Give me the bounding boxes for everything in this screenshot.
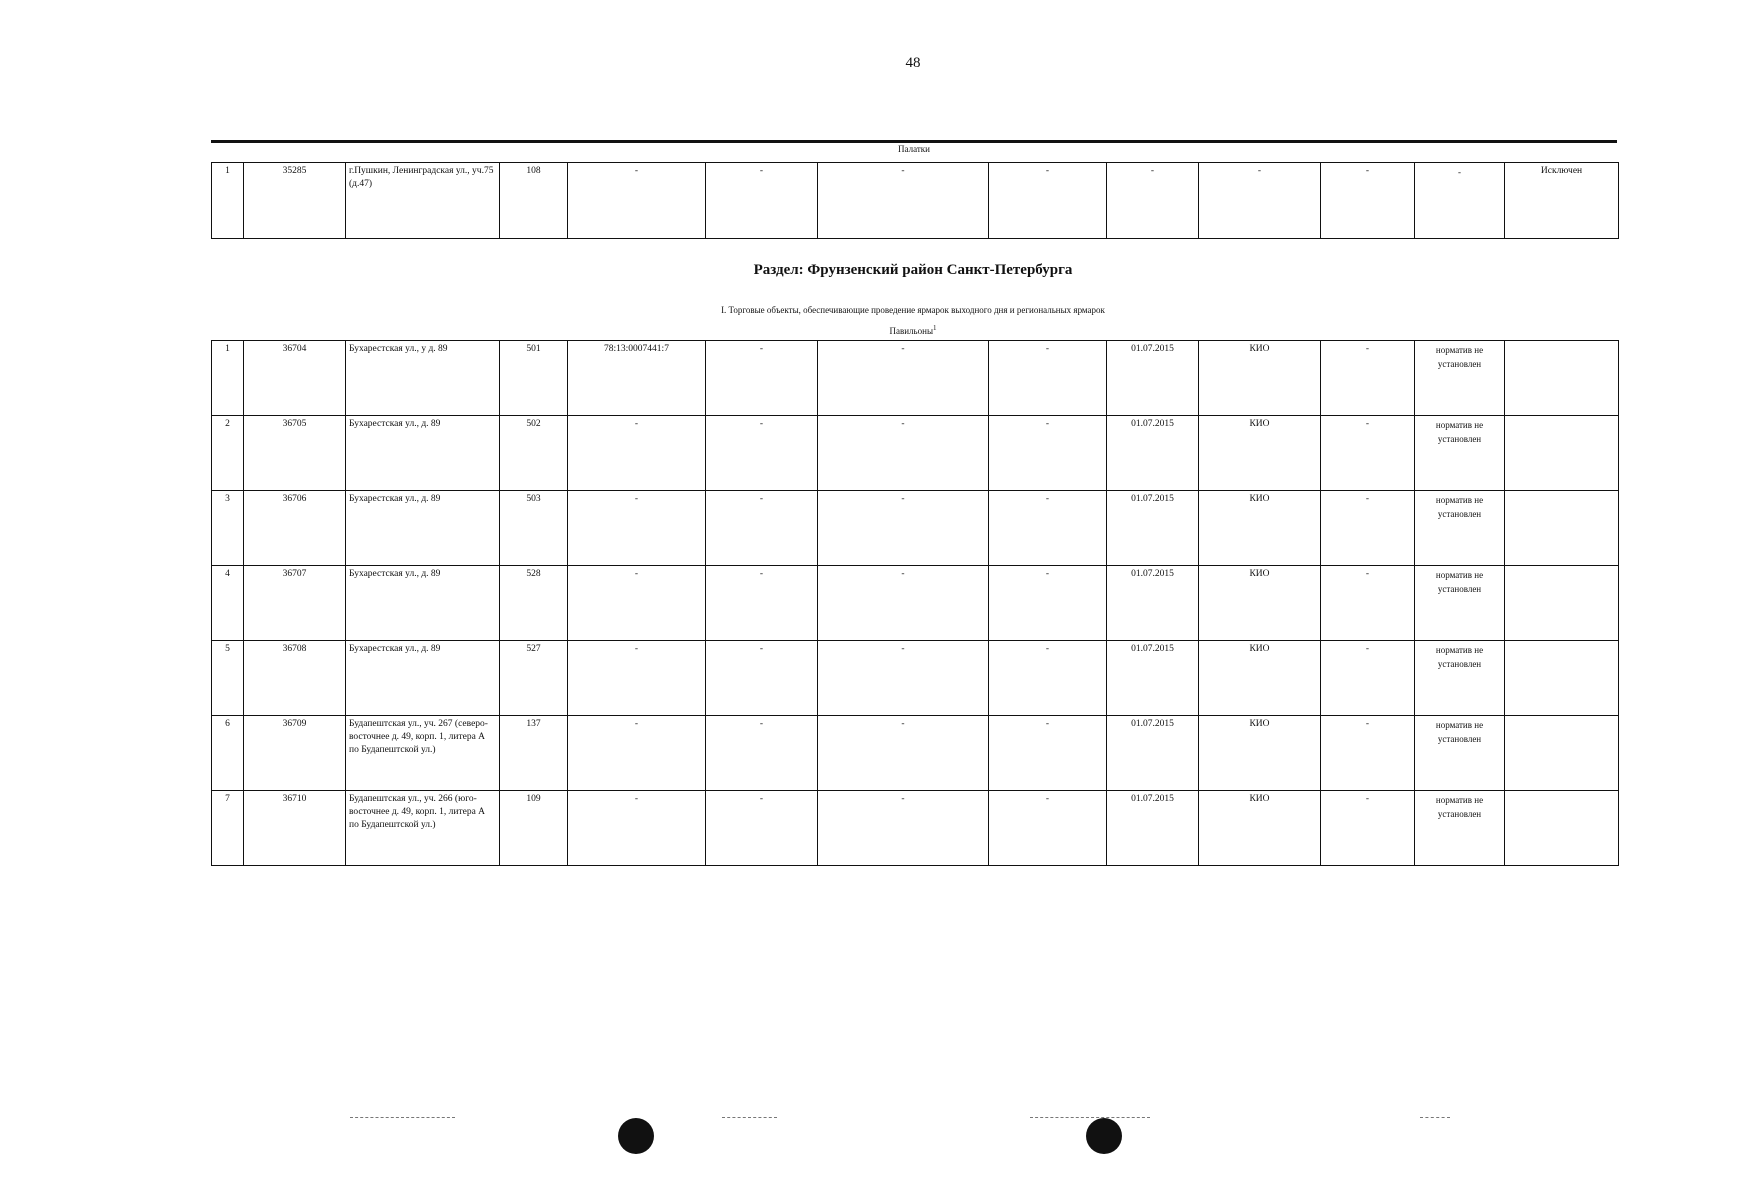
column-7-cell: -: [989, 716, 1107, 791]
address-cell: Бухарестская ул., д. 89: [346, 416, 500, 491]
registry-id-cell: 36706: [244, 491, 346, 566]
column-7-cell: -: [989, 641, 1107, 716]
object-number-cell: 109: [500, 791, 568, 866]
column-5-cell: -: [706, 416, 818, 491]
address-cell: г.Пушкин, Ленинградская ул., уч.75 (д.47): [346, 163, 500, 239]
column-5-cell: -: [706, 716, 818, 791]
pavilions-table: [211, 340, 1619, 866]
pavilions-footnote-mark: 1: [933, 324, 937, 332]
date-cell: 01.07.2015: [1107, 416, 1199, 491]
column-5-cell: -: [706, 566, 818, 641]
object-number-cell: 501: [500, 341, 568, 416]
owner-cell: КИО: [1199, 491, 1321, 566]
row-number-cell: 4: [212, 566, 244, 641]
note-cell: [1505, 641, 1619, 716]
row-number-cell: 1: [212, 163, 244, 239]
top-rule: [211, 140, 1617, 143]
pavilions-label-text: Павильоны: [889, 326, 934, 336]
column-10-cell: -: [1321, 163, 1415, 239]
row-number-cell: 1: [212, 341, 244, 416]
column-10-cell: -: [1321, 791, 1415, 866]
norm-cell: норматив не установлен: [1415, 716, 1505, 791]
registry-id-cell: 36705: [244, 416, 346, 491]
address-cell: Будапештская ул., уч. 266 (юго-восточнее д. 49, корп. 1, литера А по Будапештской ул.): [346, 791, 500, 866]
column-10-cell: -: [1321, 491, 1415, 566]
column-6-cell: -: [818, 341, 989, 416]
column-6-cell: -: [818, 491, 989, 566]
tents-subsection-label: Палатки: [898, 144, 930, 154]
address-cell: Бухарестская ул., у д. 89: [346, 341, 500, 416]
column-5-cell: -: [706, 791, 818, 866]
column-7-cell: -: [989, 791, 1107, 866]
cadastral-number-cell: -: [568, 791, 706, 866]
row-number-cell: 7: [212, 791, 244, 866]
column-6-cell: -: [818, 416, 989, 491]
cadastral-number-cell: -: [568, 566, 706, 641]
date-cell: 01.07.2015: [1107, 491, 1199, 566]
column-10-cell: -: [1321, 566, 1415, 641]
column-7-cell: -: [989, 566, 1107, 641]
address-cell: Бухарестская ул., д. 89: [346, 641, 500, 716]
registry-id-cell: 36710: [244, 791, 346, 866]
subsection-title: I. Торговые объекты, обеспечивающие проведение ярмарок выходного дня и региональных ярмарок: [721, 305, 1105, 315]
owner-cell: КИО: [1199, 791, 1321, 866]
cadastral-number-cell: -: [568, 641, 706, 716]
column-5-cell: -: [706, 341, 818, 416]
owner-cell: КИО: [1199, 716, 1321, 791]
cadastral-number-cell: -: [568, 716, 706, 791]
punch-hole-right: [1086, 1118, 1122, 1154]
object-number-cell: 503: [500, 491, 568, 566]
date-cell: 01.07.2015: [1107, 341, 1199, 416]
column-6-cell: -: [818, 566, 989, 641]
scan-artifact-line: [1030, 1117, 1150, 1118]
address-cell: Бухарестская ул., д. 89: [346, 491, 500, 566]
note-cell: [1505, 341, 1619, 416]
column-10-cell: -: [1321, 416, 1415, 491]
note-cell: [1505, 716, 1619, 791]
column-6-cell: -: [818, 791, 989, 866]
date-cell: 01.07.2015: [1107, 716, 1199, 791]
page-number: 48: [905, 55, 921, 71]
note-cell: [1505, 491, 1619, 566]
object-number-cell: 137: [500, 716, 568, 791]
cadastral-number-cell: 78:13:0007441:7: [568, 341, 706, 416]
date-cell: 01.07.2015: [1107, 791, 1199, 866]
table-row: [212, 641, 1619, 716]
section-title: Раздел: Фрунзенский район Санкт-Петербурга: [753, 262, 1073, 278]
object-number-cell: 528: [500, 566, 568, 641]
column-7-cell: -: [989, 416, 1107, 491]
note-cell: [1505, 566, 1619, 641]
table-row: [212, 416, 1619, 491]
owner-cell: КИО: [1199, 341, 1321, 416]
owner-cell: -: [1199, 163, 1321, 239]
note-cell: Исключен: [1505, 163, 1619, 239]
object-number-cell: 108: [500, 163, 568, 239]
column-10-cell: -: [1321, 641, 1415, 716]
registry-id-cell: 35285: [244, 163, 346, 239]
norm-cell: норматив не установлен: [1415, 341, 1505, 416]
column-10-cell: -: [1321, 716, 1415, 791]
row-number-cell: 5: [212, 641, 244, 716]
cadastral-number-cell: -: [568, 163, 706, 239]
column-6-cell: -: [818, 163, 989, 239]
column-5-cell: -: [706, 641, 818, 716]
norm-cell: норматив не установлен: [1415, 491, 1505, 566]
address-cell: Будапештская ул., уч. 267 (северо-восточнее д. 49, корп. 1, литера А по Будапештской ул.): [346, 716, 500, 791]
norm-cell: норматив не установлен: [1415, 791, 1505, 866]
date-cell: -: [1107, 163, 1199, 239]
cadastral-number-cell: -: [568, 491, 706, 566]
scan-artifact-line: [1420, 1117, 1450, 1118]
pavilions-label: [0, 324, 1740, 336]
date-cell: 01.07.2015: [1107, 566, 1199, 641]
norm-cell: норматив не установлен: [1415, 416, 1505, 491]
scan-artifact-line: [350, 1117, 455, 1118]
column-7-cell: -: [989, 341, 1107, 416]
scan-artifact-line: [722, 1117, 777, 1118]
table-row: [212, 716, 1619, 791]
column-5-cell: -: [706, 163, 818, 239]
registry-id-cell: 36708: [244, 641, 346, 716]
column-6-cell: -: [818, 716, 989, 791]
row-number-cell: 2: [212, 416, 244, 491]
registry-id-cell: 36707: [244, 566, 346, 641]
date-cell: 01.07.2015: [1107, 641, 1199, 716]
note-cell: [1505, 416, 1619, 491]
column-10-cell: -: [1321, 341, 1415, 416]
cadastral-number-cell: -: [568, 416, 706, 491]
object-number-cell: 527: [500, 641, 568, 716]
owner-cell: КИО: [1199, 641, 1321, 716]
column-6-cell: -: [818, 641, 989, 716]
object-number-cell: 502: [500, 416, 568, 491]
norm-cell: норматив не установлен: [1415, 566, 1505, 641]
address-cell: Бухарестская ул., д. 89: [346, 566, 500, 641]
column-7-cell: -: [989, 491, 1107, 566]
column-5-cell: -: [706, 491, 818, 566]
tents-table: [211, 162, 1619, 239]
norm-cell: -: [1415, 163, 1505, 239]
owner-cell: КИО: [1199, 416, 1321, 491]
table-row: [212, 163, 1619, 239]
table-row: [212, 791, 1619, 866]
column-7-cell: -: [989, 163, 1107, 239]
owner-cell: КИО: [1199, 566, 1321, 641]
registry-id-cell: 36704: [244, 341, 346, 416]
row-number-cell: 3: [212, 491, 244, 566]
table-row: [212, 341, 1619, 416]
note-cell: [1505, 791, 1619, 866]
row-number-cell: 6: [212, 716, 244, 791]
table-row: [212, 491, 1619, 566]
norm-cell: норматив не установлен: [1415, 641, 1505, 716]
registry-id-cell: 36709: [244, 716, 346, 791]
table-row: [212, 566, 1619, 641]
punch-hole-left: [618, 1118, 654, 1154]
